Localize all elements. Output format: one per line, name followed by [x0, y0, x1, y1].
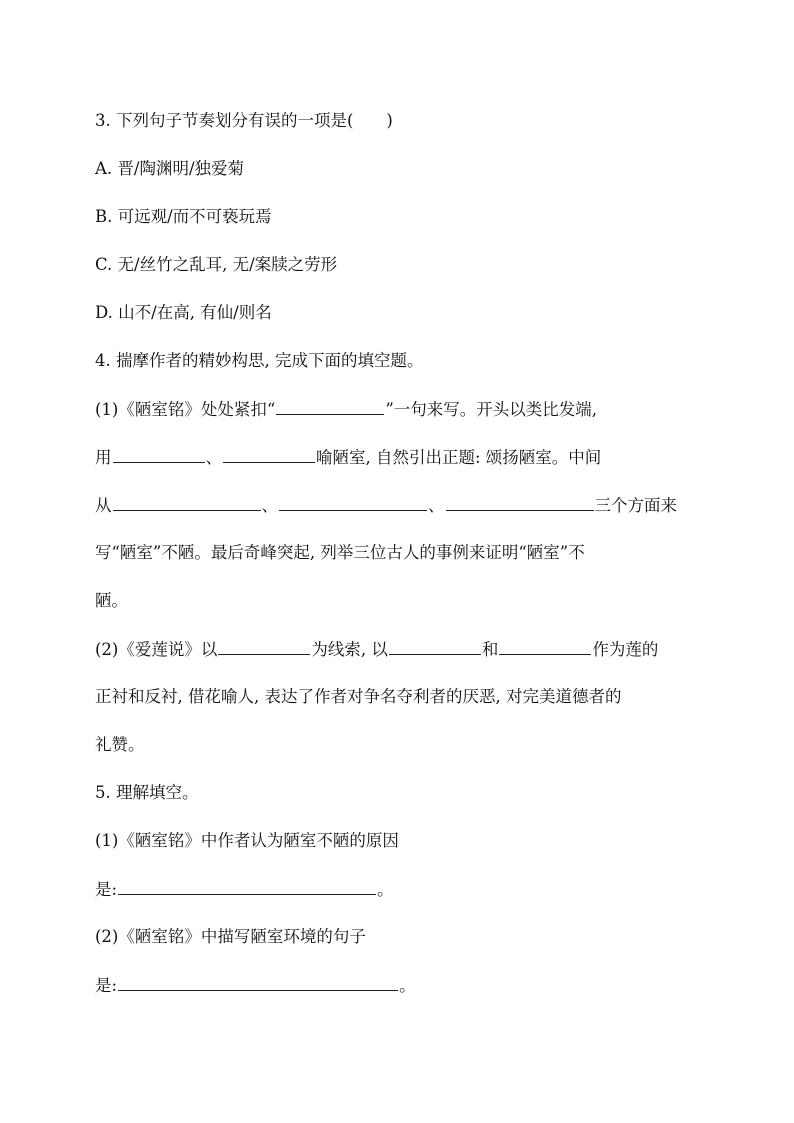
q5-p1-line1: (1)《陋室铭》中作者认为陋室不陋的原因: [95, 831, 399, 850]
text: 为线索, 以: [311, 640, 388, 659]
q4-p1-line2: [95, 446, 601, 469]
text: 用: [95, 448, 112, 467]
answer-blank[interactable]: [223, 446, 315, 463]
text: (1)《陋室铭》处处紧扣“: [95, 400, 276, 419]
q3-option-a: A. 晋/陶渊明/独爱菊: [95, 159, 245, 178]
q4-p1-line3: [95, 494, 677, 517]
text: (2)《爱莲说》以: [95, 640, 218, 659]
text: 是:: [95, 880, 118, 899]
q4-p1-line1: [95, 398, 597, 421]
text: 、: [428, 496, 445, 515]
q5-p1-line2: [95, 878, 394, 901]
answer-blank[interactable]: [118, 974, 398, 991]
answer-blank[interactable]: [118, 878, 376, 895]
q3-option-b: B. 可远观/而不可亵玩焉: [95, 207, 272, 226]
q3-option-d: D. 山不/在高, 有仙/则名: [95, 303, 272, 322]
text: 。: [377, 880, 394, 899]
q5-p2-line2: [95, 974, 416, 997]
q4-p2-line2: 正衬和反衬, 借花喻人, 表达了作者对争名夺利者的厌恶, 对完美道德者的: [95, 687, 622, 706]
text: 、: [261, 496, 278, 515]
q4-p1-line4: 写“陋室”不陋。最后奇峰突起, 列举三位古人的事例来证明“陋室”不: [95, 543, 585, 562]
answer-blank[interactable]: [389, 638, 481, 655]
answer-blank[interactable]: [279, 494, 427, 511]
text: 作为莲的: [592, 640, 659, 659]
answer-blank[interactable]: [499, 638, 591, 655]
text: 和: [481, 640, 499, 659]
text: 、: [205, 448, 222, 467]
text: 三个方面来: [594, 496, 677, 515]
answer-blank[interactable]: [276, 398, 384, 415]
q5-stem: 5. 理解填空。: [95, 783, 199, 802]
q3-option-c: C. 无/丝竹之乱耳, 无/案牍之劳形: [95, 255, 338, 274]
q4-p2-line1: [95, 638, 658, 661]
text: ”一句来写。开头以类比发端,: [385, 400, 597, 419]
answer-blank[interactable]: [446, 494, 594, 511]
q5-p2-line1: (2)《陋室铭》中描写陋室环境的句子: [95, 927, 366, 946]
text: 是:: [95, 976, 118, 995]
answer-blank[interactable]: [113, 446, 205, 463]
text: 喻陋室, 自然引出正题: 颂扬陋室。中间: [316, 448, 602, 467]
text: 。: [399, 976, 416, 995]
text: 从: [95, 496, 112, 515]
answer-blank[interactable]: [218, 638, 310, 655]
q3-stem: 3. 下列句子节奏划分有误的一项是( ): [95, 111, 393, 130]
q4-stem: 4. 揣摩作者的精妙构思, 完成下面的填空题。: [95, 351, 424, 370]
q4-p2-line3: 礼赞。: [95, 735, 145, 754]
answer-blank[interactable]: [113, 494, 261, 511]
q4-p1-line5: 陋。: [95, 591, 128, 610]
